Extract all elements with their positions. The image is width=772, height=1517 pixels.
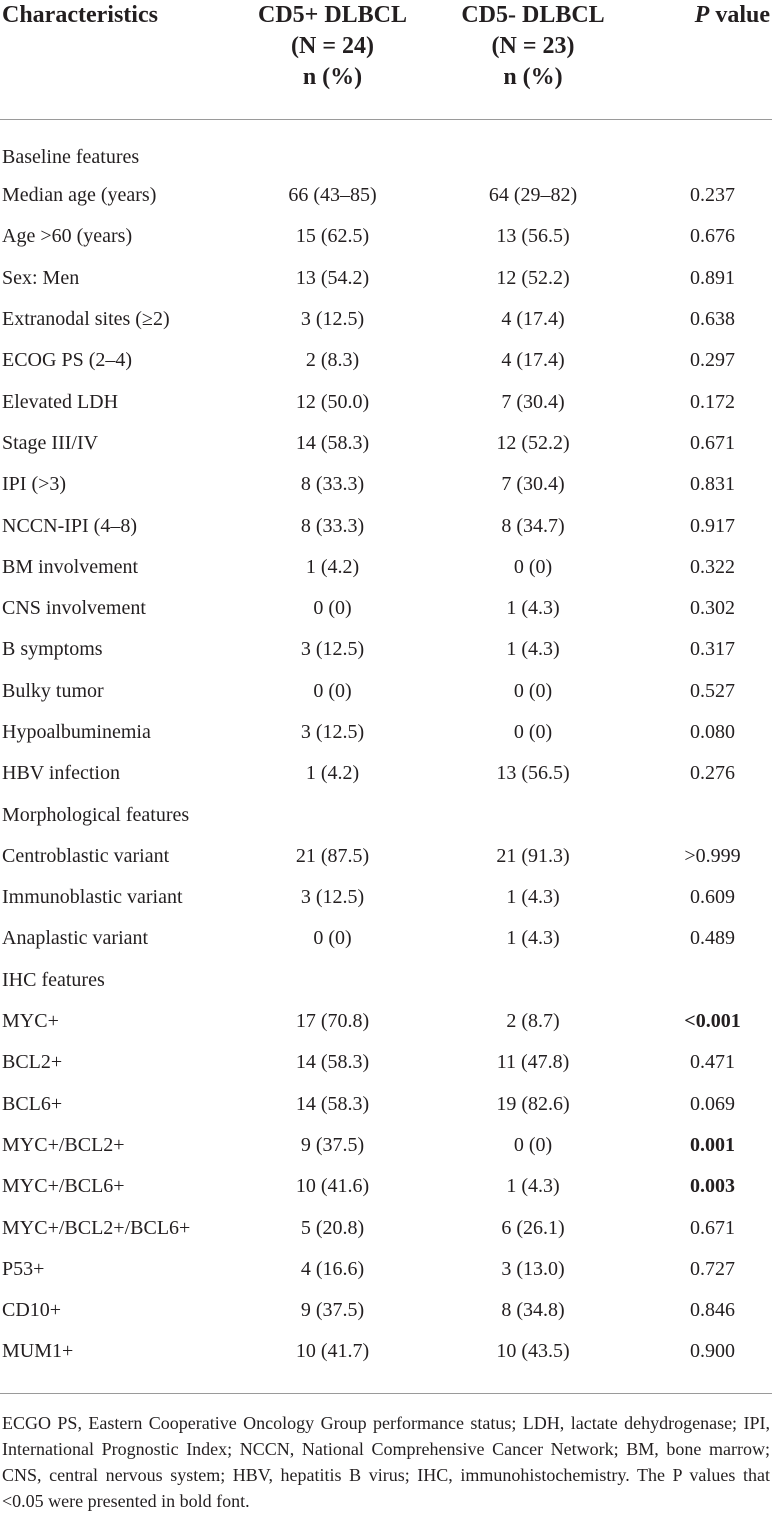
- p-value: 0.676: [690, 225, 735, 248]
- p-value: 0.727: [690, 1257, 735, 1280]
- row-label: MYC+/BCL6+: [2, 1175, 125, 1198]
- cd5-positive-value: 12 (50.0): [295, 390, 370, 413]
- table-row: [0, 216, 772, 257]
- cd5-negative-value: 1 (4.3): [506, 1175, 560, 1198]
- cd5-negative-value: 7 (30.4): [501, 473, 565, 496]
- p-value: 0.831: [690, 473, 735, 496]
- table-row: [0, 175, 772, 216]
- header-row: [0, 0, 772, 120]
- cd5-negative-value: [425, 794, 635, 835]
- row-label: CNS involvement: [2, 597, 146, 620]
- p-value: 0.900: [690, 1340, 735, 1363]
- cd5-positive-value: 8 (33.3): [300, 473, 365, 496]
- p-value: 0.671: [690, 431, 735, 454]
- row-label: Immunoblastic variant: [2, 886, 183, 909]
- header-characteristics: Characteristics: [0, 0, 240, 120]
- row-label: MYC+/BCL2+/BCL6+: [2, 1216, 191, 1239]
- cd5-positive-value: 3 (12.5): [300, 886, 365, 909]
- cd5-positive-value: [240, 794, 425, 835]
- table-row: [0, 1166, 772, 1207]
- cd5-positive-value: 13 (54.2): [295, 266, 370, 289]
- table-row: [0, 1084, 772, 1125]
- row-label: Hypoalbuminemia: [2, 721, 151, 743]
- cd5-positive-value: [240, 120, 425, 176]
- p-value: 0.001: [690, 1133, 735, 1156]
- cd5-negative-value: 13 (56.5): [496, 225, 570, 248]
- p-value: 0.671: [690, 1216, 735, 1239]
- table-row: [0, 547, 772, 588]
- cd5-positive-value: 1 (4.2): [305, 762, 360, 785]
- p-value: 0.917: [690, 514, 735, 537]
- p-value: 0.276: [690, 762, 735, 785]
- p-value: [635, 120, 772, 176]
- p-value: 0.489: [690, 927, 735, 950]
- row-label: Stage III/IV: [2, 431, 99, 454]
- row-label: Baseline features: [2, 146, 140, 168]
- row-label: BM involvement: [2, 555, 139, 578]
- header-cd5-negative-line2: (N = 23): [491, 33, 575, 59]
- table-row: [0, 960, 772, 1001]
- cd5-negative-value: 1 (4.3): [506, 638, 560, 661]
- table-row: [0, 794, 772, 835]
- table-footnote: ECGO PS, Eastern Cooperative Oncology Group performance status; LDH, lactate dehydrogenase; IPI, International Prognostic Index; NCCN, National Comprehensive Cancer Network; BM, bone marrow; CNS, central nervous system; HBV, hepatitis B virus; IHC, immunohistochemistry. The P values that <0.05 were presented in bold font.: [0, 1393, 772, 1514]
- p-value: 0.302: [690, 597, 735, 620]
- table-row: [0, 464, 772, 505]
- p-value: 0.609: [690, 886, 735, 909]
- header-cd5-positive: [240, 0, 425, 120]
- row-label: Morphological features: [2, 803, 190, 826]
- row-label: MUM1+: [2, 1340, 74, 1363]
- table-row: [0, 258, 772, 299]
- row-label: HBV infection: [2, 762, 120, 785]
- row-label: Elevated LDH: [2, 390, 119, 413]
- cd5-positive-value: 10 (41.6): [295, 1175, 370, 1198]
- table-row: [0, 629, 772, 670]
- row-label: Sex: Men: [2, 266, 80, 289]
- cd5-positive-value: 3 (12.5): [300, 638, 365, 661]
- cd5-negative-value: 8 (34.7): [501, 514, 565, 537]
- row-label: ECOG PS (2–4): [2, 349, 133, 372]
- cd5-negative-value: [425, 120, 635, 176]
- cd5-positive-value: 10 (41.7): [295, 1340, 370, 1363]
- header-p-rest: value: [709, 2, 770, 28]
- p-value: [635, 960, 772, 1001]
- row-label: B symptoms: [2, 638, 103, 661]
- cd5-negative-value: 64 (29–82): [488, 184, 578, 207]
- p-value: 0.080: [690, 721, 735, 743]
- p-value: 0.069: [690, 1092, 735, 1115]
- cd5-negative-value: 4 (17.4): [501, 349, 565, 372]
- table-row: [0, 423, 772, 464]
- table-row: [0, 1331, 772, 1382]
- cd5-positive-value: 4 (16.6): [300, 1257, 365, 1280]
- cd5-negative-value: 0 (0): [513, 555, 553, 578]
- row-label: BCL6+: [2, 1092, 63, 1115]
- cd5-positive-value: 17 (70.8): [295, 1010, 370, 1033]
- p-value: 0.003: [690, 1175, 735, 1198]
- table-row: [0, 505, 772, 546]
- header-p-value: [635, 0, 772, 120]
- cd5-negative-value: 19 (82.6): [496, 1092, 570, 1115]
- cd5-negative-value: 11 (47.8): [496, 1051, 570, 1074]
- p-value: 0.172: [690, 390, 735, 413]
- row-label: MYC+/BCL2+: [2, 1133, 125, 1156]
- table-row: [0, 1125, 772, 1166]
- header-cd5-positive-line1: CD5+ DLBCL: [257, 2, 408, 28]
- cd5-positive-value: 0 (0): [313, 679, 352, 702]
- cd5-negative-value: 3 (13.0): [501, 1257, 565, 1280]
- table-row: [0, 836, 772, 877]
- p-value: 0.638: [690, 308, 735, 331]
- table-row: [0, 120, 772, 176]
- table-row: [0, 671, 772, 712]
- header-cd5-positive-line3: n (%): [302, 64, 363, 90]
- cd5-negative-value: 1 (4.3): [506, 886, 560, 909]
- table-row: [0, 1042, 772, 1083]
- p-value: >0.999: [684, 844, 741, 867]
- row-label: Extranodal sites (≥2): [2, 308, 170, 331]
- cd5-positive-value: 14 (58.3): [295, 1051, 370, 1074]
- header-cd5-positive-line2: (N = 24): [291, 33, 374, 59]
- cd5-negative-value: 4 (17.4): [501, 308, 565, 331]
- row-label: IHC features: [2, 968, 105, 991]
- cd5-negative-value: 1 (4.3): [506, 927, 560, 950]
- table-row: [0, 381, 772, 422]
- p-value: 0.471: [690, 1051, 735, 1074]
- row-label: Median age (years): [2, 184, 157, 207]
- table-row: [0, 712, 772, 753]
- p-value: 0.891: [690, 266, 735, 289]
- cd5-negative-value: 0 (0): [513, 1133, 553, 1156]
- cd5-positive-value: 0 (0): [313, 597, 352, 620]
- p-value: <0.001: [684, 1010, 741, 1033]
- cd5-negative-value: 0 (0): [513, 721, 553, 743]
- table-row: [0, 1249, 772, 1290]
- row-label: IPI (>3): [2, 473, 67, 496]
- p-value: 0.322: [690, 555, 735, 578]
- p-value: 0.527: [690, 679, 735, 702]
- cd5-positive-value: 66 (43–85): [288, 184, 377, 207]
- cd5-negative-value: 7 (30.4): [501, 390, 565, 413]
- p-value: 0.846: [690, 1299, 735, 1322]
- cd5-negative-value: 6 (26.1): [501, 1216, 565, 1239]
- table-row: [0, 1207, 772, 1248]
- cd5-positive-value: 3 (12.5): [300, 308, 365, 331]
- table-row: [0, 877, 772, 918]
- row-label: MYC+: [2, 1010, 59, 1033]
- cd5-negative-value: [425, 960, 635, 1001]
- cd5-positive-value: 0 (0): [313, 927, 352, 950]
- cd5-positive-value: 1 (4.2): [305, 555, 360, 578]
- cd5-positive-value: 14 (58.3): [295, 1092, 370, 1115]
- row-label: CD10+: [2, 1299, 62, 1322]
- cd5-positive-value: [240, 960, 425, 1001]
- cd5-negative-value: 1 (4.3): [506, 597, 560, 620]
- cd5-positive-value: 9 (37.5): [300, 1133, 365, 1156]
- p-value: 0.297: [690, 349, 735, 372]
- table-row: [0, 299, 772, 340]
- row-label: Anaplastic variant: [2, 927, 149, 950]
- cd5-positive-value: 3 (12.5): [300, 721, 365, 743]
- row-label: BCL2+: [2, 1051, 63, 1074]
- row-label: P53+: [2, 1257, 45, 1280]
- header-cd5-negative-line3: n (%): [503, 64, 563, 90]
- cd5-negative-value: 0 (0): [513, 679, 553, 702]
- table-row: [0, 1001, 772, 1042]
- table-row: [0, 340, 772, 381]
- row-label: Centroblastic variant: [2, 844, 170, 867]
- table-row: [0, 1290, 772, 1331]
- cd5-positive-value: 8 (33.3): [300, 514, 365, 537]
- cd5-negative-value: 13 (56.5): [496, 762, 570, 785]
- cd5-positive-value: 5 (20.8): [300, 1216, 365, 1239]
- header-cd5-negative: [425, 0, 635, 120]
- cd5-negative-value: 12 (52.2): [496, 431, 570, 454]
- row-label: NCCN-IPI (4–8): [2, 514, 137, 537]
- cd5-positive-value: 2 (8.3): [305, 349, 360, 372]
- header-cd5-negative-line1: CD5- DLBCL: [461, 2, 605, 28]
- row-label: Age >60 (years): [2, 225, 133, 248]
- p-value: 0.237: [690, 184, 735, 207]
- table-body: [0, 120, 772, 1383]
- table-row: [0, 918, 772, 959]
- cd5-positive-value: 14 (58.3): [295, 431, 370, 454]
- cd5-negative-value: 10 (43.5): [496, 1340, 570, 1363]
- cd5-negative-value: 2 (8.7): [506, 1010, 560, 1033]
- table-header: [0, 0, 772, 120]
- row-label: Bulky tumor: [2, 679, 104, 702]
- cd5-negative-value: 12 (52.2): [496, 266, 570, 289]
- p-value: [635, 794, 772, 835]
- cd5-positive-value: 15 (62.5): [295, 225, 370, 248]
- table-row: [0, 588, 772, 629]
- cd5-positive-value: 21 (87.5): [295, 844, 370, 867]
- cd5-positive-value: 9 (37.5): [300, 1299, 365, 1322]
- p-value: 0.317: [690, 638, 735, 661]
- header-p-italic: P: [694, 2, 710, 28]
- table-row: [0, 753, 772, 794]
- cd5-negative-value: 21 (91.3): [496, 844, 570, 867]
- cd5-negative-value: 8 (34.8): [501, 1299, 565, 1322]
